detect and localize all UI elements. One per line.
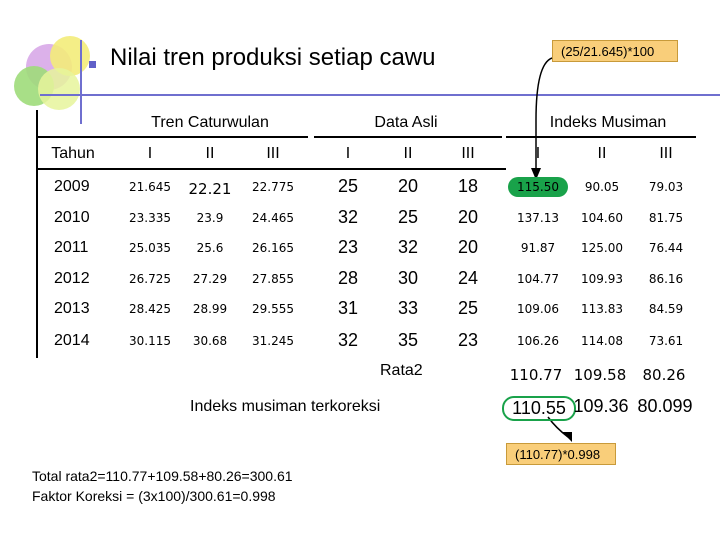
asli-cell: 23 (457, 330, 479, 350)
tren-cell: 23.9 (196, 211, 224, 225)
indeks-cell: 73.61 (648, 334, 684, 348)
rata2-value: 110.77 (509, 366, 563, 384)
subhead-tren-1: I (147, 145, 153, 162)
indeks-cell: 104.60 (581, 211, 623, 225)
subhead-asli-3: III (461, 145, 475, 162)
indeks-cell: 106.26 (517, 334, 559, 348)
asli-cell: 32 (337, 330, 359, 350)
rata2-value: 109.58 (573, 366, 627, 384)
year-cell: 2012 (54, 270, 90, 287)
rata2-label: Rata2 (380, 362, 423, 379)
group-header-tren: Tren Caturwulan (151, 114, 269, 131)
group-underline-tren (112, 136, 308, 138)
indeks-cell: 109.06 (517, 302, 559, 316)
tren-cell: 24.465 (252, 211, 294, 225)
asli-cell: 25 (457, 298, 479, 318)
indeks-cell: 81.75 (648, 211, 684, 225)
table-header-rule (36, 168, 506, 170)
koreksi-value: 80.099 (637, 396, 693, 416)
rata2-value: 80.26 (642, 366, 686, 384)
title-divider (40, 94, 720, 96)
koreksi-value: 109.36 (573, 396, 629, 416)
asli-cell: 35 (397, 330, 419, 350)
indeks-cell: 86.16 (648, 272, 684, 286)
asli-cell: 23 (337, 237, 359, 257)
subhead-tren-2: II (205, 145, 215, 162)
tren-cell: 28.425 (129, 302, 171, 316)
subhead-idx-3: III (659, 145, 673, 162)
asli-cell: 32 (397, 237, 419, 257)
tren-cell: 23.335 (129, 211, 171, 225)
indeks-cell-highlight: 115.50 (508, 177, 568, 197)
tren-cell: 28.99 (192, 302, 228, 316)
asli-cell: 33 (397, 298, 419, 318)
table-top-left-line (36, 136, 112, 138)
asli-cell: 20 (457, 237, 479, 257)
decor-vertical-line (80, 40, 82, 124)
indeks-cell: 109.93 (581, 272, 623, 286)
header-tahun: Tahun (51, 145, 95, 162)
indeks-cell: 90.05 (584, 180, 620, 194)
subhead-idx-1: I (535, 145, 541, 162)
asli-cell: 28 (337, 268, 359, 288)
footer-total: Total rata2=110.77+109.58+80.26=300.61 (32, 468, 293, 484)
tren-cell: 25.6 (196, 241, 224, 255)
asli-cell: 30 (397, 268, 419, 288)
indeks-cell: 91.87 (520, 241, 556, 255)
footer-faktor: Faktor Koreksi = (3x100)/300.61=0.998 (32, 488, 276, 504)
asli-cell: 31 (337, 298, 359, 318)
indeks-cell: 137.13 (517, 211, 559, 225)
year-cell: 2014 (54, 332, 90, 349)
tren-cell: 31.245 (252, 334, 294, 348)
year-cell: 2013 (54, 300, 90, 317)
group-header-asli: Data Asli (374, 114, 438, 131)
koreksi-label: Indeks musiman terkoreksi (190, 398, 381, 415)
slide-title: Nilai tren produksi setiap cawu (110, 44, 436, 71)
asli-cell: 20 (457, 207, 479, 227)
callout-top: (25/21.645)*100 (552, 40, 678, 62)
year-cell: 2011 (54, 239, 89, 256)
asli-cell: 25 (397, 207, 419, 227)
tren-cell: 22.775 (252, 180, 294, 194)
asli-cell: 25 (337, 176, 359, 196)
group-header-indeks: Indeks Musiman (549, 114, 667, 131)
koreksi-value-highlight: 110.55 (502, 396, 576, 421)
asli-cell: 18 (457, 176, 479, 196)
subhead-idx-2: II (597, 145, 607, 162)
indeks-cell: 125.00 (581, 241, 623, 255)
tren-cell: 22.21 (188, 180, 232, 198)
asli-cell: 32 (337, 207, 359, 227)
asli-cell: 20 (397, 176, 419, 196)
tren-cell: 25.035 (129, 241, 171, 255)
indeks-cell: 79.03 (648, 180, 684, 194)
tren-cell: 30.68 (192, 334, 228, 348)
tren-cell: 26.165 (252, 241, 294, 255)
group-underline-asli (314, 136, 502, 138)
tren-cell: 27.855 (252, 272, 294, 286)
indeks-cell: 84.59 (648, 302, 684, 316)
indeks-cell: 104.77 (517, 272, 559, 286)
footer-formulas (32, 466, 293, 506)
arrow-bottom-head-icon (562, 432, 572, 442)
subhead-asli-1: I (345, 145, 351, 162)
tren-cell: 27.29 (192, 272, 228, 286)
title-bullet-icon (89, 61, 96, 68)
group-underline-indeks (506, 136, 696, 138)
subhead-tren-3: III (266, 145, 280, 162)
tren-cell: 29.555 (252, 302, 294, 316)
indeks-cell: 114.08 (581, 334, 623, 348)
tren-cell: 21.645 (129, 180, 171, 194)
tren-cell: 26.725 (129, 272, 171, 286)
callout-bottom: (110.77)*0.998 (506, 443, 616, 465)
decor-circle-lime (38, 68, 80, 110)
indeks-cell: 113.83 (581, 302, 623, 316)
year-cell: 2010 (54, 209, 90, 226)
asli-cell: 24 (457, 268, 479, 288)
indeks-cell: 76.44 (648, 241, 684, 255)
subhead-asli-2: II (403, 145, 413, 162)
year-cell: 2009 (54, 178, 90, 195)
tren-cell: 30.115 (129, 334, 171, 348)
